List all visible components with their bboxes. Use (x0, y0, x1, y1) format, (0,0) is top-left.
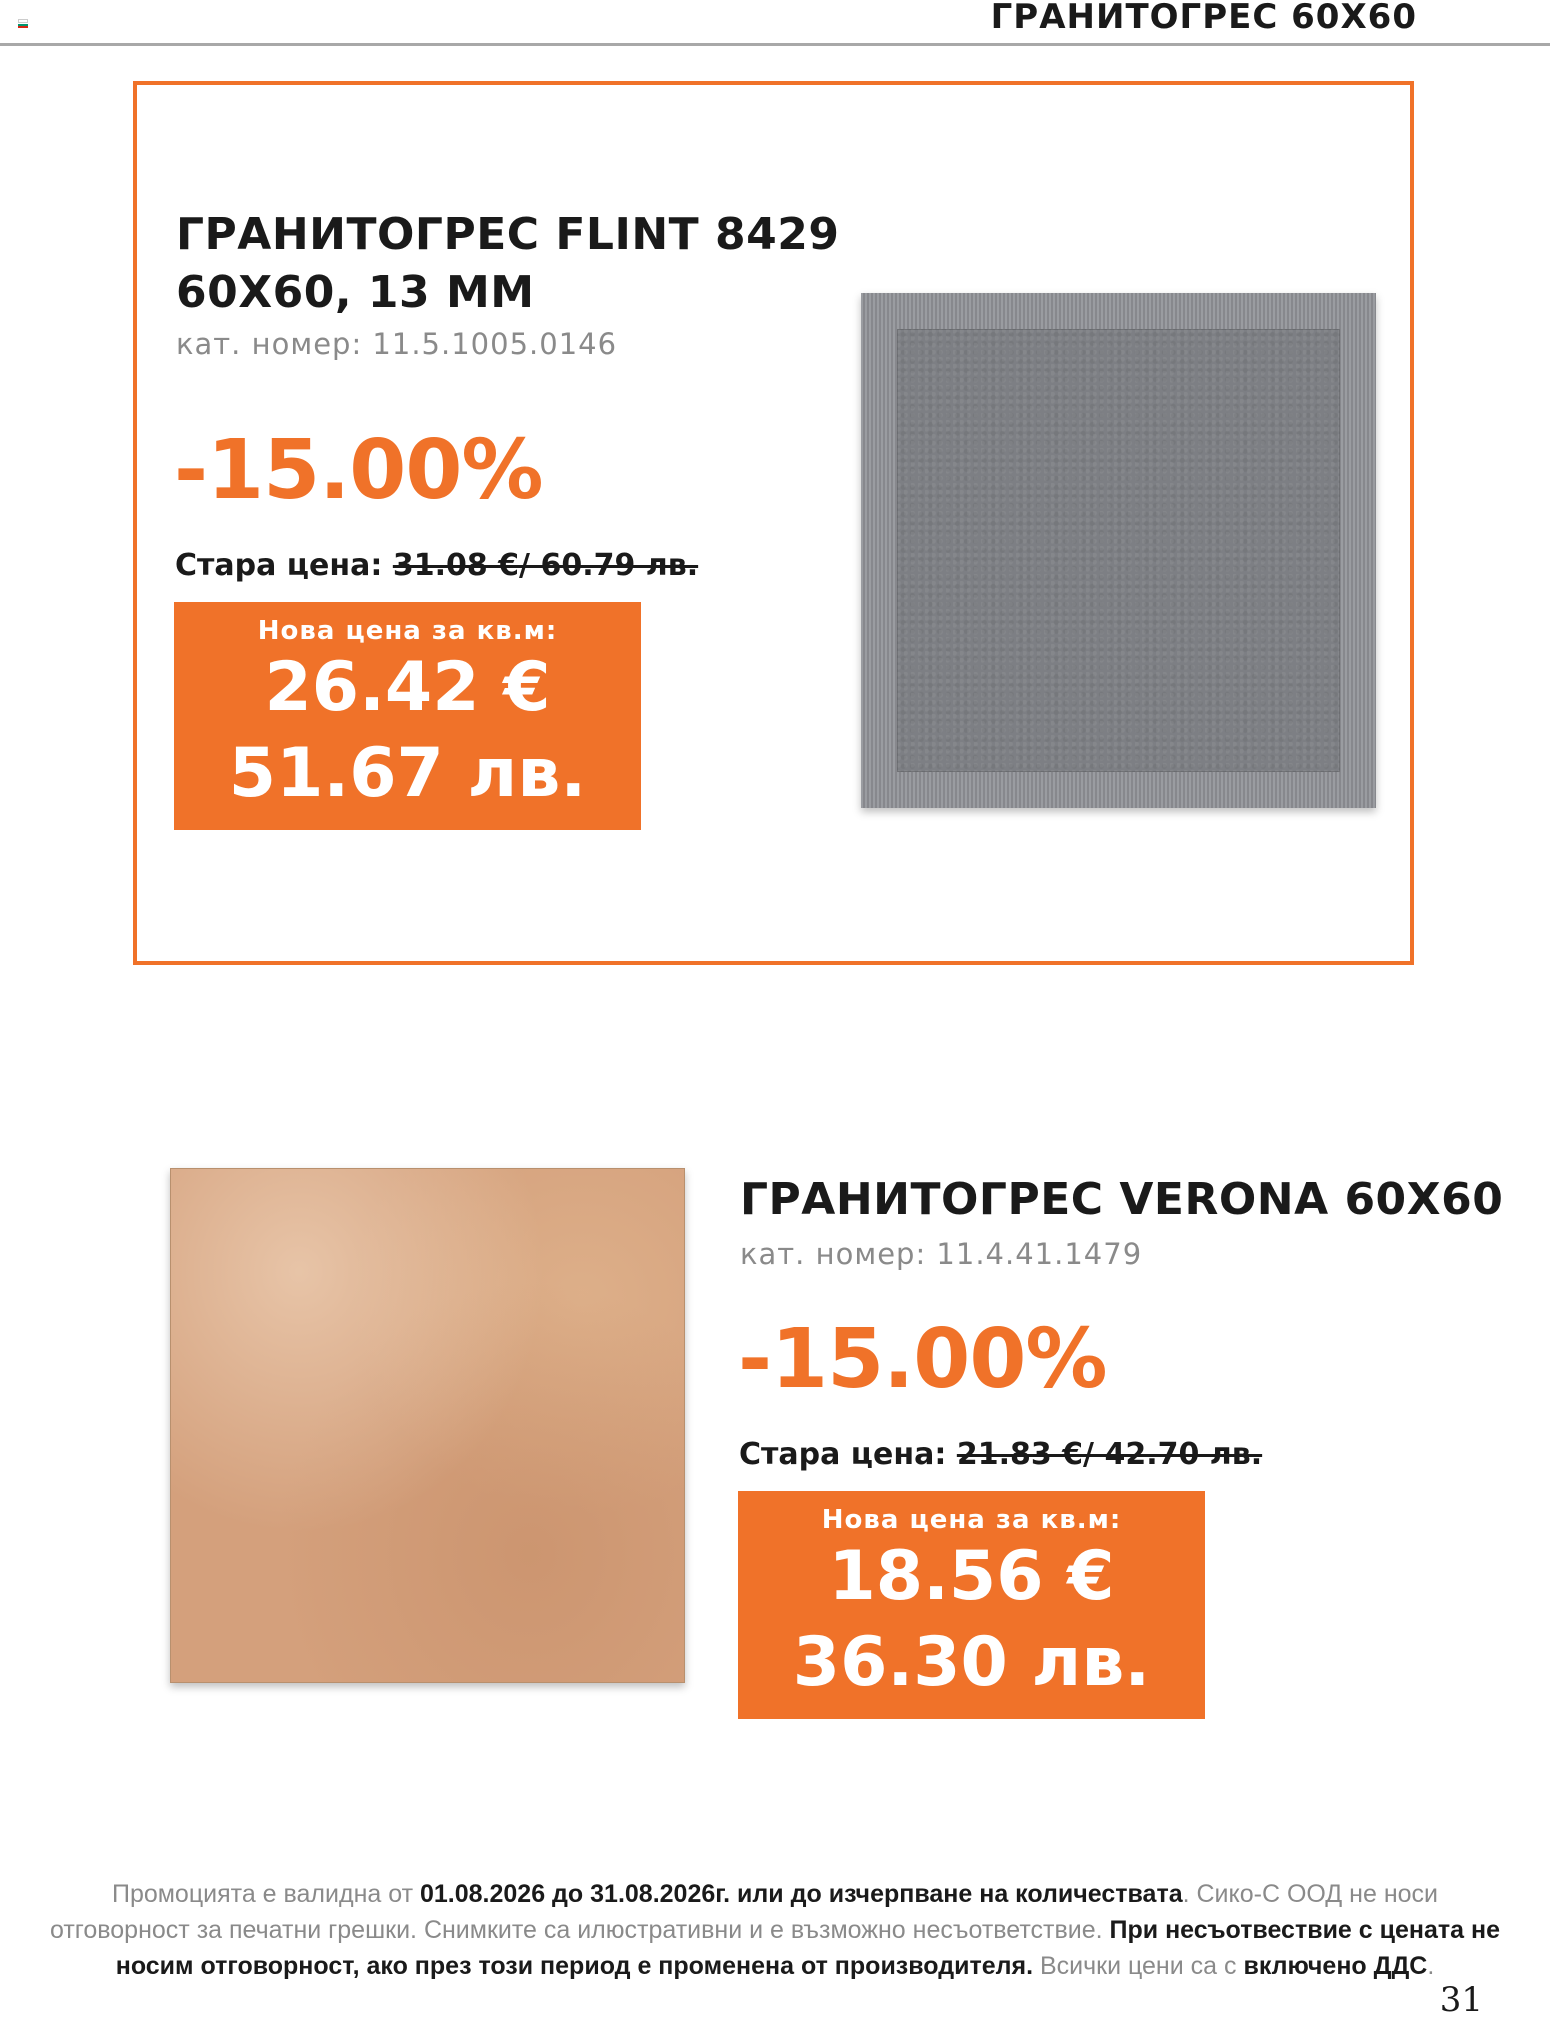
new-price-label: Нова цена за кв.м: (257, 616, 558, 646)
new-price-label: Нова цена за кв.м: (821, 1505, 1122, 1535)
old-price-label: Стара цена: (739, 1437, 947, 1472)
old-price-label: Стара цена: (175, 548, 383, 583)
disclaimer-text: Промоцията е валидна от (111, 1880, 420, 1908)
new-price-eur: 26.42 € (264, 648, 551, 727)
disclaimer-text: . Сико-С ООД не носи отговорност за печатни грешки. Снимките са илюстративни и е възможно несъответствие. (50, 1880, 1439, 1944)
header-divider (0, 43, 1550, 46)
old-price (175, 548, 698, 583)
catalog-number: кат. номер: 11.5.1005.0146 (176, 327, 618, 361)
disclaimer-liability: При несъотвествие с цената не носим отговорност, ако през този период е променена от производителя. (115, 1916, 1501, 1980)
disclaimer-text: Всички цени са с (1033, 1952, 1244, 1980)
new-price-box (174, 602, 641, 830)
product-title (176, 206, 839, 322)
disclaimer-vat: включено ДДС (1243, 1952, 1428, 1980)
old-price-value: 21.83 €/ 42.70 лв. (956, 1437, 1263, 1472)
product-title-line1: ГРАНИТОГРЕС FLINT 8429 (176, 209, 840, 260)
product-title: ГРАНИТОГРЕС VERONA 60X60 (740, 1174, 1504, 1225)
discount-badge: -15.00% (738, 1312, 1107, 1407)
flag-icon (18, 19, 28, 26)
discount-badge: -15.00% (174, 423, 543, 518)
new-price-bgn: 36.30 лв. (792, 1623, 1151, 1702)
product-image-flint (861, 293, 1376, 808)
disclaimer-text: . (1427, 1952, 1435, 1980)
promo-disclaimer (50, 1876, 1500, 1984)
old-price (739, 1437, 1262, 1472)
product-image-verona (170, 1168, 685, 1683)
catalog-number: кат. номер: 11.4.41.1479 (740, 1237, 1143, 1271)
page-number: 31 (1439, 1980, 1483, 2020)
new-price-box (738, 1491, 1205, 1719)
new-price-bgn: 51.67 лв. (228, 734, 587, 813)
disclaimer-dates: 01.08.2026 до 31.08.2026г. или до изчерпване на количествата (419, 1880, 1183, 1908)
section-title: ГРАНИТОГРЕС 60X60 (990, 0, 1417, 37)
new-price-eur: 18.56 € (828, 1537, 1115, 1616)
product-title-line2: 60X60, 13 ММ (176, 267, 535, 318)
old-price-value: 31.08 €/ 60.79 лв. (392, 548, 699, 583)
